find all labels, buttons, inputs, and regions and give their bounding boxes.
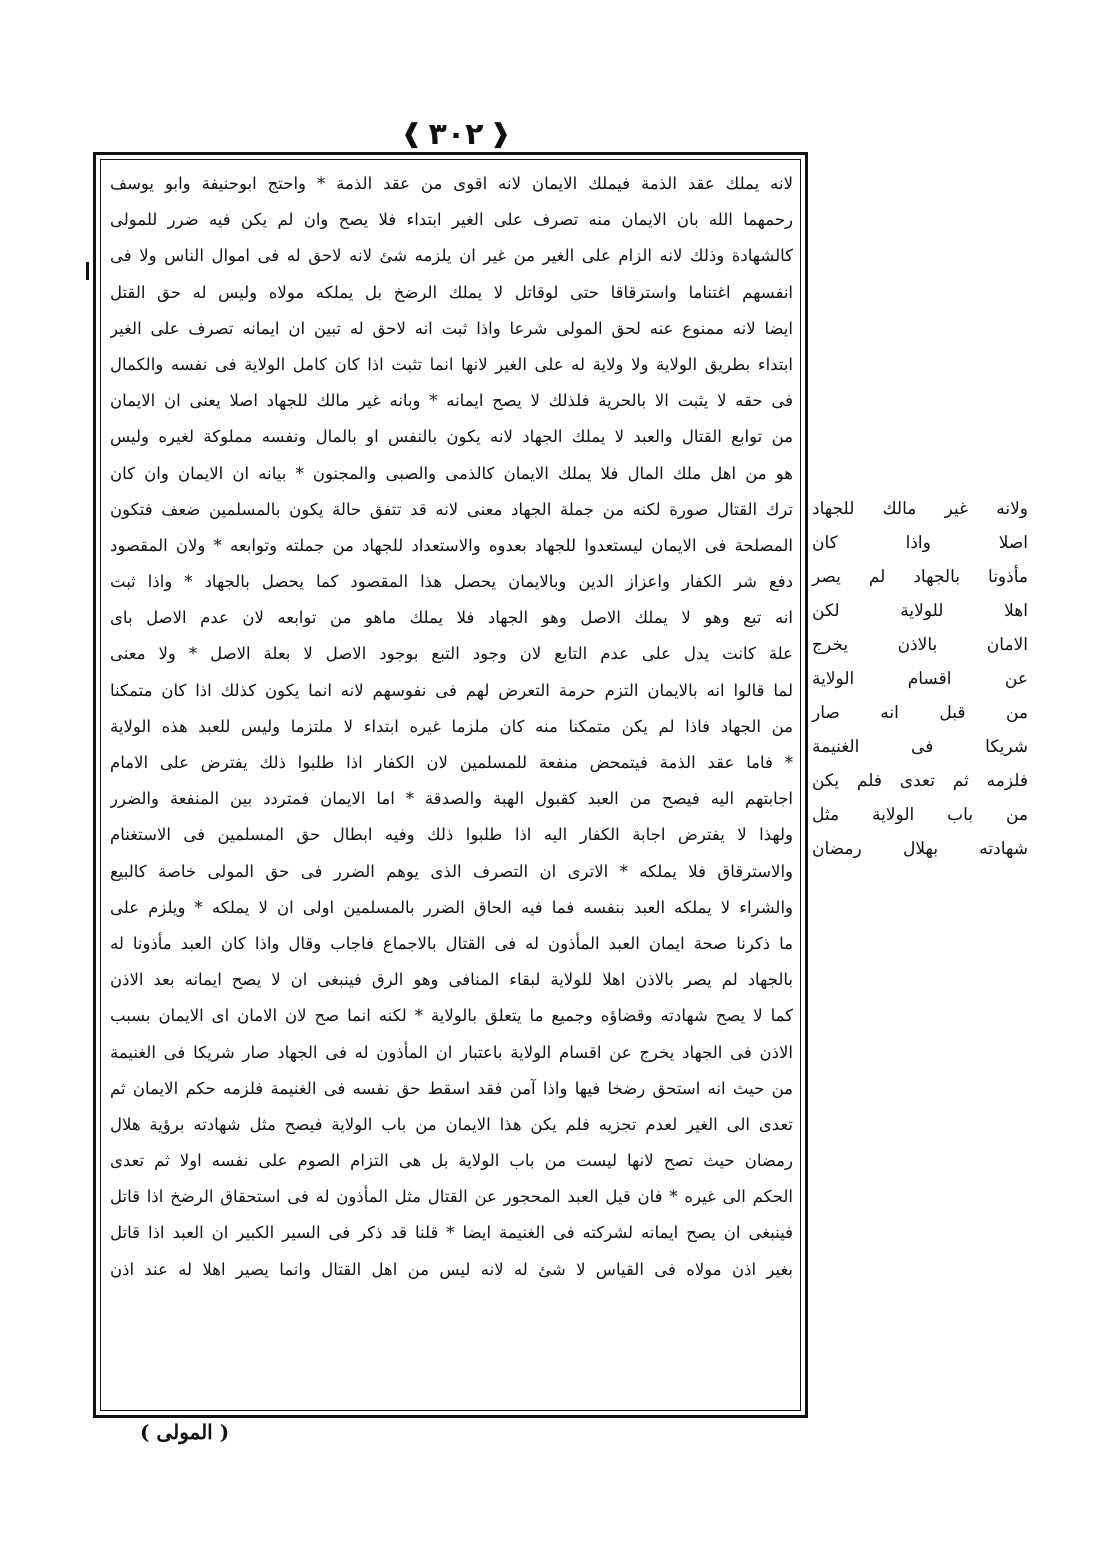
text-line: كما لا يصح شهادته وقضاؤه وجميع ما يتعلق بالولاية * لكنه انما صح لان الامان اى الايمان بسبب [110, 1006, 793, 1026]
text-line: فينبغى ان يصح ايمانه لشركته فى الغنيمة ايضا * قلنا قد ذكر فى السير الكبير ان العبد اذا قاتل [110, 1223, 793, 1243]
text-line: بالجهاد لم يصر بالاذن اهلا للولاية لبقاء المنافى وهو الرق فينبغى ان لا يصح ايمانه بعد الاذن [110, 970, 793, 990]
text-line: لانه يملك عقد الذمة فيملك الايمان لانه اقوى من عقد الذمة * واحتج ابوحنيفة وابو يوسف [110, 174, 793, 193]
text-line: دفع شر الكفار واعزاز الدين وبالايمان يحصل هذا المقصود كما يحصل بالجهاد * واذا ثبت [110, 572, 793, 592]
text-line: هو من اهل ملك المال فلا يملك الايمان كالذمى والصبى والمجنون * بيانه ان الايمان وان كان [110, 463, 793, 483]
text-line: ما ذكرنا صحة ايمان العبد المأذون له فى القتال بالاجماع فاجاب وقال واذا كان العبد مأذونا له [110, 933, 793, 953]
text-line: ابتداء بطريق الولاية ولا ولاية له على الغير لانها انما تثبت اذا كان كامل الولاية فى نفسه والكمال [110, 354, 793, 374]
side-note-line: من باب الولاية مثل [812, 805, 1028, 825]
text-line: علة كانت يدل على عدم التابع لان وجود التبع بوجود الاصل لا بعلة الاصل * ولا معنى [110, 644, 793, 664]
side-note-line: مأذونا بالجهاد لم يصر [812, 567, 1028, 587]
side-note-line: من قبل انه صار [812, 703, 1028, 723]
text-line: لما قالوا انه بالايمان التزم حرمة التعرض لهم فى نفوسهم لانه انما يكون كذلك اذا كان متمكنا [110, 680, 793, 700]
text-line: ترك القتال صورة لكنه من جملة الجهاد معنى لانه قد تتفق حالة يكون بالمسلمين ضعف فتكون [110, 499, 793, 519]
main-text-block [110, 166, 793, 1406]
text-line: * فاما عقد الذمة فيتمحض منفعة للمسلمين لان الكفار اذا طلبوا ذلك يفترض على الامام [110, 753, 793, 772]
ornament-right-icon: ❱ [400, 119, 423, 149]
side-note [812, 492, 1028, 866]
side-note-line: شهادته بهلال رمضان [812, 839, 1028, 859]
text-line: الحكم الى غيره * فان قيل العبد المحجور عن القتال مثل المأذون له فى استحقاق الرضخ اذا قاتل [110, 1187, 793, 1207]
page-number-value: ٣٠٢ [428, 116, 484, 152]
text-line: تعدى الى الغير لعدم تجزيه فلم يكن هذا الايمان من باب الولاية فيصح مثل شهادته برؤية هلال [110, 1114, 793, 1134]
text-line: انفسهم اغتناما واسترقاقا حتى لوقاتل لا يملك الرضخ بل يملكه مولاه وليس له حق القتل [110, 282, 793, 302]
text-line: من الجهاد فاذا لم يكن متمكنا منه كان ملزما غيره ابتداء لا ملتزما وليس للعبد هذه الولاية [110, 716, 793, 736]
text-line: والشراء لا يملكه العبد بنفسه فما فيه الحاق الضرر بالمسلمين اولى ان لا يملكه * ويلزم على [110, 897, 793, 917]
text-line: انه تبع وهو لا يملك الاصل وهو الجهاد فلا يملك ماهو من توابعه لان عدم الاصل باى [110, 608, 793, 628]
text-line: اجابتهم اليه فيصح من العبد كقبول الهبة والصدقة * اما الايمان فمتردد بين المنفعة والضرر [110, 789, 793, 809]
side-note-line: اهلا للولاية لكن [812, 601, 1028, 621]
text-line: الاذن فى الجهاد يخرج عن اقسام الولاية باعتبار ان المأذون له فى الجهاد صار شريكا فى الغنيمة [110, 1042, 793, 1062]
text-line: بغير اذن مولاه فى القياس لا شئ له لانه ليس من اهل القتال وانما يصير اهلا له عند اذن [110, 1259, 793, 1279]
side-note-line: الامان بالاذن يخرج [812, 635, 1028, 655]
text-line: من حيث انه استحق رضخا فيها واذا آمن فقد اسقط حق نفسه فى الغنيمة فلزمه حكم الايمان ثم [110, 1078, 793, 1098]
text-line: المصلحة فى الايمان ليستعدوا للجهاد بعدوه والاستعداد للجهاد من جملته وتوابعه * ولان المقصود [110, 535, 793, 555]
text-line: رمضان حيث تصح لانها ليست من باب الولاية بل هى التزام الصوم على نفسه اولا ثم تعدى [110, 1151, 793, 1171]
text-line: ولهذا لا يفترض اجابة الكفار اليه اذا طلبوا ذلك وفيه ابطال حق المسلمين فى الاستغنام [110, 825, 793, 845]
margin-mark [86, 262, 89, 280]
side-note-line: عن اقسام الولاية [812, 669, 1028, 689]
text-line: ايضا لانه ممنوع عنه لحق المولى شرعا واذا ثبت انه لاحق له تبين ان ايمانه تصرف على الغير [110, 318, 793, 338]
ornament-left-icon: ❰ [489, 119, 512, 149]
page-number [400, 112, 512, 156]
text-line: رحمهما الله بان الايمان منه تصرف على الغير ابتداء فلا يصح وان لم يكن فيه ضرر للمولى [110, 210, 793, 230]
catchword: ( المولى ) [140, 1420, 230, 1444]
side-note-line: اصلا واذا كان [812, 533, 1028, 553]
text-line: فى حقه لا يثبت الا بالحرية فلذلك لا يصح ايمانه * وبانه غير مالك للجهاد اصلا يعنى ان الايمان [110, 391, 793, 411]
text-line: والاسترقاق فلا يملكه * الاترى ان التصرف الذى يوهم الضرر فى حق المولى خاصة كالبيع [110, 861, 793, 881]
side-note-line: شريكا فى الغنيمة [812, 737, 1028, 757]
text-line: كالشهادة وذلك لانه الزام على الغير من غير ان يلزمه شئ لانه لاحق له فى اموال الناس ولا فى [110, 246, 793, 266]
text-line: من توابع القتال والعبد لا يملك الجهاد لانه يكون بالنفس او بالمال ونفسه مملوكة لغيره وليس [110, 427, 793, 447]
side-note-line: فلزمه ثم تعدى فلم يكن [812, 771, 1028, 791]
side-note-line: ولانه غير مالك للجهاد [812, 499, 1028, 519]
